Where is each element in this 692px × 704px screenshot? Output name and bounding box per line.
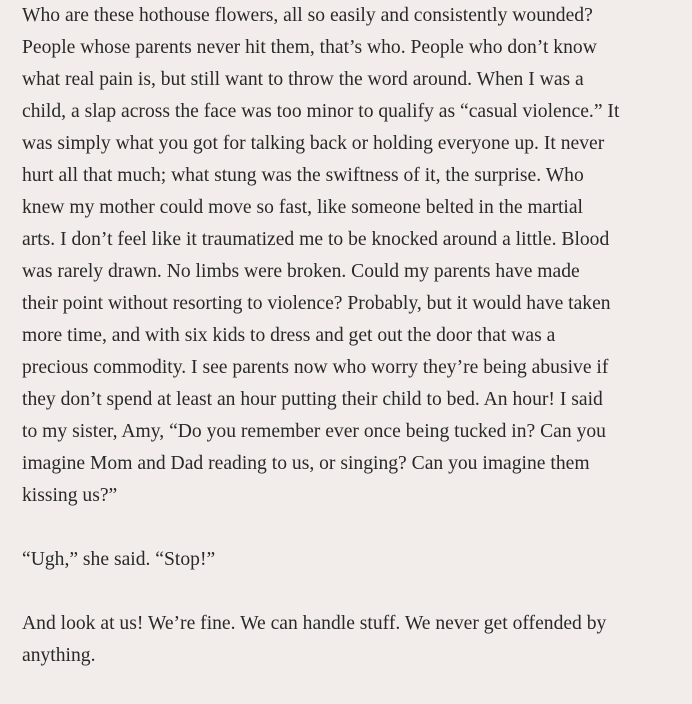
text-line: And look at us! We’re fine. We can handle stuff. We never get offended by xyxy=(22,613,607,634)
text-line: their point without resorting to violence? Probably, but it would have taken xyxy=(22,293,611,314)
text-line: Who are these hothouse flowers, all so easily and consistently wounded? xyxy=(22,5,593,26)
text-line: was simply what you got for talking back or holding everyone up. It never xyxy=(22,133,605,154)
text-line: hurt all that much; what stung was the swiftness of it, the surprise. Who xyxy=(22,165,584,186)
paragraph-1 xyxy=(22,0,690,512)
text-line: anything. xyxy=(22,645,96,666)
text-line: was rarely drawn. No limbs were broken. Could my parents have made xyxy=(22,261,580,282)
text-line: what real pain is, but still want to throw the word around. When I was a xyxy=(22,69,584,90)
text-line: precious commodity. I see parents now who worry they’re being abusive if xyxy=(22,357,609,378)
paragraph-3 xyxy=(22,608,690,672)
article-body xyxy=(22,0,690,704)
paragraph-2 xyxy=(22,544,690,576)
text-line: more time, and with six kids to dress and get out the door that was a xyxy=(22,325,556,346)
text-line: “Ugh,” she said. “Stop!” xyxy=(22,549,216,570)
text-line: to my sister, Amy, “Do you remember ever once being tucked in? Can you xyxy=(22,421,606,442)
text-line: kissing us?” xyxy=(22,485,118,506)
text-line: they don’t spend at least an hour putting their child to bed. An hour! I said xyxy=(22,389,603,410)
text-line: child, a slap across the face was too minor to qualify as “casual violence.” It xyxy=(22,101,620,122)
text-line: imagine Mom and Dad reading to us, or singing? Can you imagine them xyxy=(22,453,590,474)
text-line: knew my mother could move so fast, like someone belted in the martial xyxy=(22,197,584,218)
text-line: People whose parents never hit them, that’s who. People who don’t know xyxy=(22,37,597,58)
text-line: arts. I don’t feel like it traumatized me to be knocked around a little. Blood xyxy=(22,229,610,250)
